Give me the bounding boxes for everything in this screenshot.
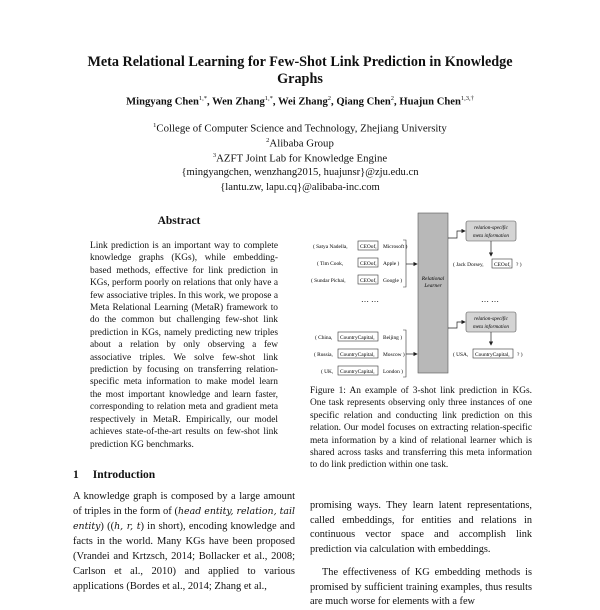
arrow-to-meta-top [448, 231, 465, 238]
query-relation: CountryCapital, [475, 352, 510, 358]
triple-relation: CEOof, [360, 261, 377, 267]
triple-relation: CountryCapital, [340, 352, 375, 358]
triple-relation: CountryCapital, [340, 369, 375, 375]
section-title: Introduction [92, 469, 156, 481]
triple-head: ( China, [315, 335, 333, 341]
author-mark: 2 [327, 95, 332, 102]
intro-math-triple: head entity, relation, tail entity [73, 506, 295, 532]
affiliation-mark: 1 [153, 122, 157, 129]
email-line-2: {lantu.zw, lapu.cq}@alibaba-inc.com [220, 182, 380, 193]
section-number: 1 [73, 469, 79, 481]
figure-1-diagram [305, 210, 537, 378]
introduction-paragraph [73, 489, 295, 594]
query-triples [453, 259, 523, 358]
affiliation-2 [100, 137, 500, 150]
affiliation-mark: 3 [212, 152, 217, 159]
arrow-to-meta-bottom [448, 322, 465, 328]
author-list: Mingyang Chen$^{1,*}$, Wen Zhang$^{1,*}$, Wei Zhang$^2$, Qiang Chen$^2$, Huajun Chen$^{1,3,\dagger}$ [126, 95, 474, 108]
ellipsis-right: … … [481, 295, 499, 304]
triple-head: ( UK, [321, 369, 334, 375]
triple-head: ( Satya Nadella, [313, 244, 348, 250]
author-name: Wen Zhang [212, 96, 265, 108]
meta-label-1: relation-specific [474, 316, 508, 322]
query-relation: CEOof, [494, 262, 511, 268]
learner-label-2: Learner [424, 283, 442, 289]
abstract-body: Link prediction is an important way to complete knowledge graphs (KGs), while embedding-based methods, effective for link prediction in KGs, perform poorly on relations that only have a few associative triples. In this work, we propose a Meta Relational Learning (MetaR) framework to do the common but challenging few-shot link prediction in KGs, namely predicting new triples about a relation by only observing a few associative triples. We solve few-shot link prediction by focusing on transferring relation-specific meta information to make model learn the most important knowledge and learn faster, corresponding to relation meta and gradient meta respectively in MetaR. Empirically, our model achieves state-of-the-art results on few-shot link prediction KG benchmarks. [90, 241, 278, 450]
author-name: Mingyang Chen [126, 96, 199, 108]
affiliation-text: AZFT Joint Lab for Knowledge Engine [216, 152, 388, 165]
affiliation-text: Alibaba Group [269, 137, 334, 150]
triple-head: ( Russia, [314, 352, 333, 358]
author-name: Huajun Chen [399, 96, 461, 108]
triple-relation: CEOof, [360, 244, 377, 250]
author-name: Wei Zhang [278, 96, 328, 108]
section-heading [73, 469, 155, 481]
author-mark: 1,* [264, 95, 273, 102]
triple-head: ( Tim Cook, [317, 261, 344, 267]
triple-relation: CountryCapital, [340, 335, 375, 341]
author-name: Qiang Chen [336, 96, 391, 108]
figure-caption: Figure 1: An example of 3-shot link prediction in KGs. One task represents observing only three instances of one specific relation and conducting link prediction on this relation. Our model focuses on extracting relation-specific meta information by a kind of relational learner which is shared across tasks and transferring this meta information to do link prediction within one task. [310, 386, 532, 471]
affiliation-mark: 2 [266, 137, 270, 144]
affiliation-text: College of Computer Science and Technology, Zhejiang University [156, 122, 447, 135]
meta-label-2: meta information [473, 324, 509, 330]
triple-tail: London ) [383, 369, 403, 375]
meta-label-2: meta information [473, 233, 509, 239]
query-head: ( Jack Dorsey, [453, 262, 484, 268]
triple-tail: Microsoft ) [383, 244, 408, 250]
intro-text-part: ) (( [100, 521, 115, 532]
author-mark: 1,3,† [460, 95, 474, 102]
author-mark: 1,* [198, 95, 207, 102]
query-tail: ? ) [516, 262, 522, 268]
triple-tail: Apple ) [383, 261, 400, 267]
intro-text-part: ) in short), encoding knowledge and facts in the world. Many KGs have been proposed (Vrandei and Krtzsch, 2014; Bollacker et al., 2008; Carlson et al., 2010) and applied to various applications (Bordes et al., 2014; Zhang et al., [73, 521, 295, 592]
query-head: ( USA, [453, 352, 469, 358]
triple-tail: Google ) [383, 278, 403, 284]
email-line-1: {mingyangchen, wenzhang2015, huajunsr}@zju.edu.cn [181, 167, 419, 178]
author-mark: 2 [390, 95, 395, 102]
triple-head: ( Sundar Pichai, [311, 278, 346, 284]
body-paragraph: The effectiveness of KG embedding methods is promised by sufficient training examples, thus results are much worse for elements with a few [310, 566, 532, 608]
support-triples-top [311, 241, 408, 284]
intro-math-short: h, r, t [114, 521, 141, 532]
affiliation-3 [100, 152, 500, 165]
meta-label-1: relation-specific [474, 225, 508, 231]
triple-relation: CEOof, [360, 278, 377, 284]
support-triples-bottom [314, 332, 405, 375]
triple-tail: Beijing ) [383, 335, 403, 341]
abstract-heading: Abstract [157, 215, 201, 227]
intro-text-part: A knowledge graph is composed by a large amount of triples in the form of ( [73, 491, 295, 517]
right-column-body [310, 499, 532, 610]
paper-title: Meta Relational Learning for Few-Shot Link Prediction in Knowledge Graphs [87, 54, 513, 87]
relational-learner-box [418, 213, 448, 373]
learner-label-1: Relational [421, 276, 445, 282]
body-paragraph: promising ways. They learn latent representations, called embeddings, for entities and relations in continuous vector space and accomplish link prediction via calculation with embeddings. [310, 500, 532, 556]
affiliation-1 [100, 122, 500, 135]
ellipsis-left: … … [361, 295, 379, 304]
query-tail: ? ) [517, 352, 523, 358]
triple-tail: Moscow ) [383, 352, 405, 358]
